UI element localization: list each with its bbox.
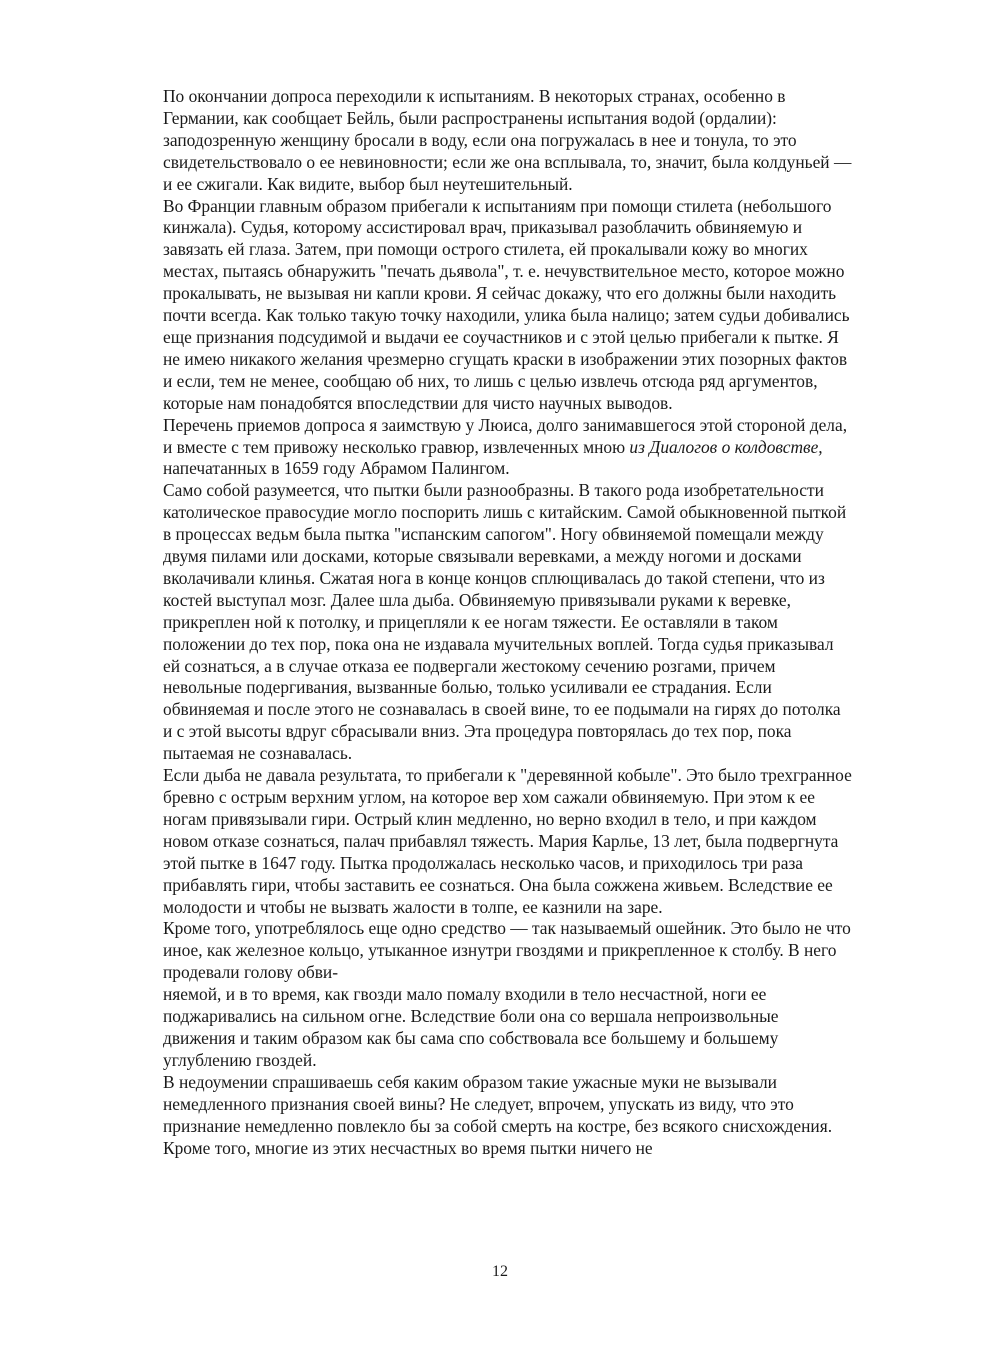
paragraph-text-before-italic: Перечень приемов допроса я заимствую у Люиса, долго занимавшегося этой стороной дела, и вместе с тем привожу несколько гравюр, извлеченных мною — [163, 414, 848, 457]
paragraph-water-ordeal: По окончании допроса переходили к испытаниям. В некоторых странах, особенно в Германии, как сообщает Бейль, были распространены испытания водой (ордалии): заподозренную женщину бросали в воду, если она погружалась в нее и тонула, то это свидетельствовало о ее невиновности; если же она всплывала, то, значит, была колдуньей — и ее сжигали. Как видите, выбор был неутешительный. — [163, 86, 852, 194]
paragraph-text-after-italic: напечатанных в 1659 году Абрамом Палингом. — [163, 458, 510, 479]
paragraph-wooden-horse: Если дыба не давала результата, то прибегали к "деревянной кобыле". Это было трехгранное бревно с острым верхним углом, на которое вер хом сажали обвиняемую. При этом к ее ногам привязывали гири. Острый клин медленно, но верно входил в тело, и при каждом новом отказе сознаться, палач прибавлял тяжесть. Мария Карлье, 13 лет, была подвергнута этой пытке в 1647 году. Пытка продолжалась несколько часов, и приходилось три раза прибавлять гири, чтобы заставить ее сознаться. Она была сожжена живьем. Вследствие ее молодости и чтобы не вызвать жалости в толпе, ее казнили на заре. — [163, 765, 852, 917]
paragraph-confession-question: В недоумении спрашиваешь себя каким образом такие ужасные муки не вызывали немедленного признания своей вины? Не следует, впрочем, упускать из виду, что это признание немедленно повлекло бы за собой смерть на костре, без всякого снисхождения. Кроме того, многие из этих несчастных во время пытки ничего не — [163, 1071, 833, 1158]
paragraph-interrogation-sources — [163, 415, 853, 481]
italic-book-title: из Диалогов о колдовстве, — [629, 436, 823, 457]
page-body — [163, 86, 853, 1159]
paragraph-stiletto-test: Во Франции главным образом прибегали к испытаниям при помощи стилета (небольшого кинжала). Судья, которому ассистировал врач, приказывал разоблачить обвиняемую и завязать ей глаза. Затем, при помощи острого стилета, ей прокалывали кожу во многих местах, пытаясь обнаружить "печать дьявола", т. е. нечувствительное место, которое можно прокалывать, не вызывая ни капли крови. Я сейчас докажу, что его должны были находить почти всегда. Как только такую точку находили, улика была налицо; затем судьи добивались еще признания подсудимой и выдачи ее соучастников и с этой целью прибегали к пытке. Я не имею никакого желания чрезмерно сгущать краски в изображении этих позорных фактов и если, тем не менее, сообщаю об них, то лишь с целью извлечь отсюда ряд аргументов, которые нам понадобятся впоследствии для чисто научных выводов. — [163, 195, 850, 413]
paragraph-torture-methods: Само собой разумеется, что пытки были разнообразны. В такого рода изобретательности католическое правосудие могло поспорить лишь с китайским. Самой обыкновенной пыткой в процессах ведьм была пытка "испанским сапогом". Ногу обвиняемой помещали между двумя пилами или досками, которые связывали веревками, а между ногоми и досками вколачивали клинья. Сжатая нога в конце концов сплющивалась до такой степени, что из костей выступал мозг. Далее шла дыба. Обвиняемую привязывали руками к веревке, прикреплен ной к потолку, и прицепляли к ее ногам тяжести. Ее оставляли в таком положении до тех пор, пока она не издавала мучительных воплей. Тогда судья приказывал ей сознаться, а в случае отказа ее подвергали жестокому сечению розгами, причем невольные подергивания, вызванные болью, только усиливали ее страдания. Если обвиняемая и после этого не сознавалась в своей вине, то ее подымали на гирях до потолка и с этой высоты вдруг сбрасывали вниз. Эта процедура повторялась до тех пор, пока пытаемая не сознавалась. — [163, 480, 847, 764]
paragraph-collar-part-2: няемой, и в то время, как гвозди мало помалу входили в тело несчастной, ноги ее поджаривались на сильном огне. Вследствие боли она со вершала непроизвольные движения и таким образом как бы сама спо собствовала все большему и большему углублению гвоздей. — [163, 984, 779, 1070]
paragraph-collar-part-1: Кроме того, употреблялось еще одно средство — так называемый ошейник. Это было не что иное, как железное кольцо, утыканное изнутри гвоздями и прикрепленное к столбу. В него продевали голову обви- — [163, 918, 851, 983]
page-number: 12 — [492, 1263, 508, 1280]
